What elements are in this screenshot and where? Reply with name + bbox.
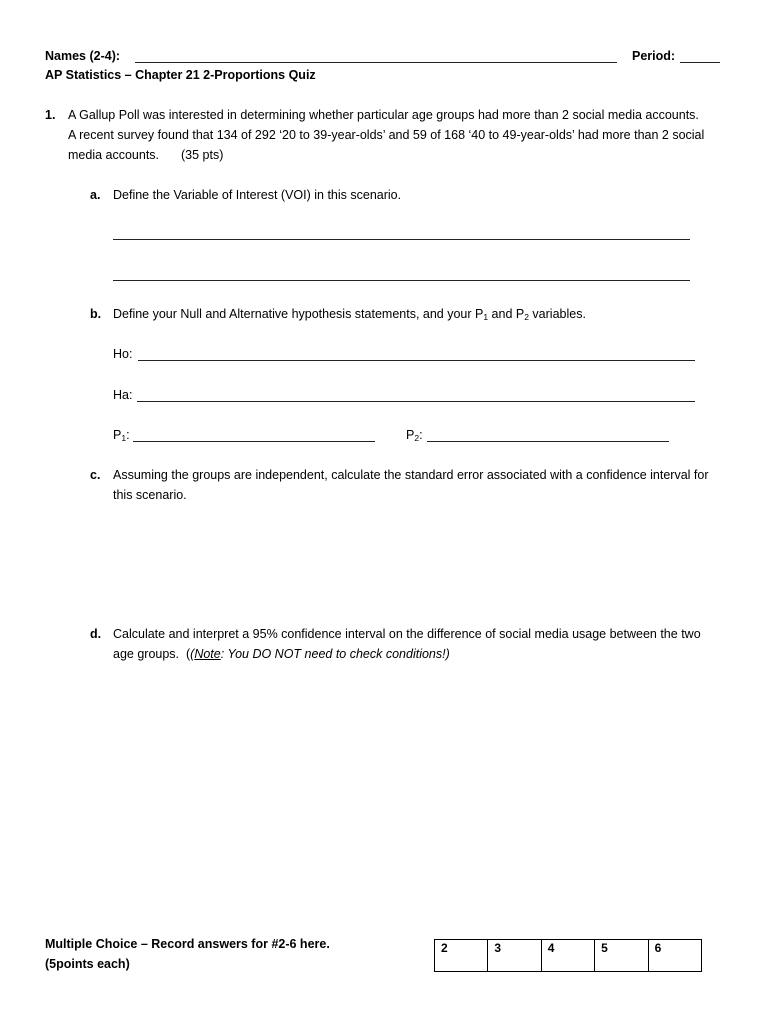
question-text-line: A Gallup Poll was interested in determining whether particular age groups had more than 2 social media accounts. [68, 108, 699, 122]
part-b-label: b. [90, 307, 102, 321]
part-c-prompt-line: Assuming the groups are independent, calculate the standard error associated with a confidence interval for [113, 468, 709, 482]
multiple-choice-answer-table [434, 939, 702, 972]
part-d-prompt-line [113, 646, 450, 662]
part-b-subscript-1: 1 [483, 312, 489, 322]
answer-cell-4: 4 [541, 940, 594, 972]
period-label: Period: [632, 49, 676, 63]
question-number: 1. [45, 108, 56, 122]
part-d-label: d. [90, 627, 102, 641]
answer-cell-2: 2 [435, 940, 488, 972]
p2-label [406, 427, 423, 443]
null-hypothesis-label: Ho: [113, 347, 133, 361]
part-a-answer-line [113, 239, 690, 240]
question-text-line: media accounts. [68, 148, 160, 162]
p2-colon: : [419, 428, 423, 442]
alternative-hypothesis-label: Ha: [113, 388, 133, 402]
p1-label [113, 427, 130, 443]
p2-letter: P [406, 428, 415, 442]
names-label: Names (2-4): [45, 49, 121, 63]
part-a-label: a. [90, 188, 101, 202]
question-points: (35 pts) [181, 148, 224, 162]
answer-cell-5: 5 [595, 940, 648, 972]
answer-row [435, 940, 702, 972]
note-open-paren: ( [190, 647, 195, 661]
question-text-line: A recent survey found that 134 of 292 ‘20 to 39-year-olds’ and 59 of 168 ‘40 to 49-year-olds’ had more than 2 social [68, 128, 705, 142]
answer-cell-3: 3 [488, 940, 541, 972]
multiple-choice-points: (5points each) [45, 957, 130, 971]
p1-letter: P [113, 428, 122, 442]
part-b-prompt-middle: and P [488, 307, 525, 321]
part-d-line2-start: age groups. ( [113, 647, 191, 661]
part-d-prompt-line: Calculate and interpret a 95% confidence interval on the difference of social media usage between the two [113, 627, 701, 641]
note-text: : You DO NOT need to check conditions!) [220, 647, 450, 661]
part-b-subscript-2: 2 [524, 312, 529, 322]
p1-answer-line [133, 441, 375, 442]
note-word: Note [194, 647, 221, 661]
part-c-label: c. [90, 468, 101, 482]
part-b-prompt [113, 306, 586, 322]
null-hypothesis-line [138, 360, 695, 361]
p1-subscript: 1 [121, 433, 127, 443]
part-c-prompt-line: this scenario. [113, 488, 187, 502]
part-a-prompt: Define the Variable of Interest (VOI) in this scenario. [113, 188, 402, 202]
p1-colon: : [126, 428, 130, 442]
part-b-prompt-end: variables. [528, 307, 586, 321]
answer-cell-6: 6 [648, 940, 701, 972]
p2-subscript: 2 [414, 433, 420, 443]
quiz-title: AP Statistics – Chapter 21 2-Proportions Quiz [45, 68, 316, 82]
period-answer-line [680, 62, 720, 63]
multiple-choice-heading: Multiple Choice – Record answers for #2-6 here. [45, 937, 330, 951]
part-b-prompt-start: Define your Null and Alternative hypothesis statements, and your P [113, 307, 484, 321]
part-a-answer-line [113, 280, 690, 281]
names-answer-line [135, 62, 617, 63]
p2-answer-line [427, 441, 669, 442]
alternative-hypothesis-line [137, 401, 695, 402]
